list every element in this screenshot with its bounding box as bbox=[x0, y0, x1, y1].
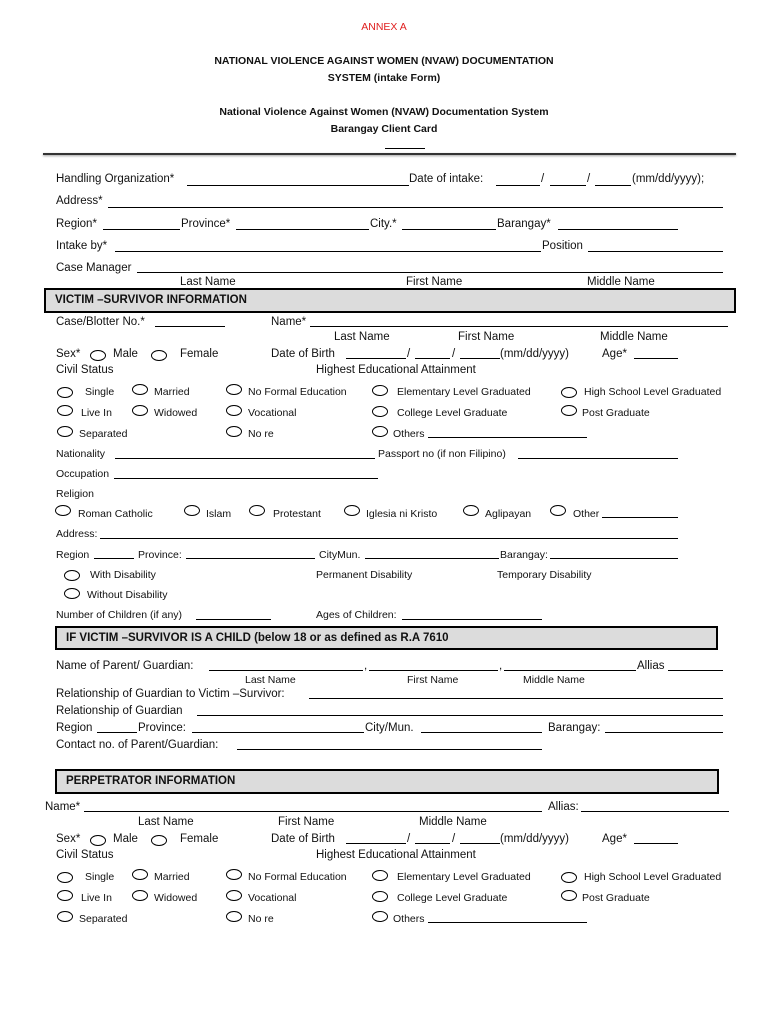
without-disability-radio[interactable] bbox=[64, 588, 80, 599]
victim-passport-label: Passport no (if non Filipino) bbox=[378, 448, 506, 460]
perp-sex-label: Sex* bbox=[56, 833, 81, 845]
slash: / bbox=[587, 173, 591, 185]
victim-edu-nore-radio[interactable] bbox=[226, 426, 242, 437]
subtitle-underline bbox=[385, 148, 425, 149]
case-manager-middle-name: Middle Name bbox=[587, 276, 655, 288]
perp-single-label: Single bbox=[85, 871, 115, 883]
province-label: Province* bbox=[181, 218, 231, 230]
perp-edu-no-formal-label: No Formal Education bbox=[248, 871, 347, 883]
child-barangay-field[interactable] bbox=[605, 732, 723, 733]
perpetrator-section-header bbox=[55, 769, 719, 794]
form-subtitle-line2: Barangay Client Card bbox=[330, 123, 438, 135]
perp-civil-status-label: Civil Status bbox=[56, 849, 114, 861]
parent-first-name: First Name bbox=[407, 674, 459, 686]
slash: / bbox=[452, 348, 456, 360]
relationship-to-victim-field[interactable] bbox=[309, 698, 723, 699]
victim-sex-label: Sex* bbox=[56, 348, 81, 360]
child-section-header bbox=[55, 626, 718, 650]
parent-last-name: Last Name bbox=[245, 674, 296, 686]
victim-section-title: VICTIM –SURVIVOR INFORMATION bbox=[55, 294, 247, 306]
barangay-label: Barangay* bbox=[497, 218, 551, 230]
comma: , bbox=[364, 660, 368, 672]
victim-age-field[interactable] bbox=[634, 358, 678, 359]
handling-org-label: Handling Organization* bbox=[56, 173, 175, 185]
religion-other-radio[interactable] bbox=[550, 505, 566, 516]
victim-edu-elementary-radio[interactable] bbox=[372, 385, 388, 396]
child-citymun-label: City/Mun. bbox=[365, 722, 414, 734]
contact-field[interactable] bbox=[237, 749, 542, 750]
form-subtitle-line1: National Violence Against Women (NVAW) Documentation System bbox=[219, 106, 549, 118]
perp-name-field[interactable] bbox=[84, 811, 542, 812]
slash: / bbox=[541, 173, 545, 185]
perp-dob-year[interactable] bbox=[460, 843, 500, 844]
victim-live-in-label: Live In bbox=[81, 407, 112, 419]
perp-age-label: Age* bbox=[602, 833, 627, 845]
victim-edu-no-formal-label: No Formal Education bbox=[248, 386, 347, 398]
victim-edu-college-label: College Level Graduate bbox=[397, 407, 508, 419]
num-children-label: Number of Children (if any) bbox=[56, 609, 183, 621]
perp-edu-nore-label: No re bbox=[248, 913, 274, 925]
parent-first-name-field[interactable] bbox=[369, 670, 498, 671]
victim-married-radio[interactable] bbox=[132, 384, 148, 395]
victim-edu-highschool-radio[interactable] bbox=[561, 387, 577, 398]
religion-aglipayan-label: Aglipayan bbox=[485, 508, 532, 520]
province-field[interactable] bbox=[236, 229, 369, 230]
victim-edu-postgrad-radio[interactable] bbox=[561, 405, 577, 416]
form-title-line1: NATIONAL VIOLENCE AGAINST WOMEN (NVAW) DOCUMENTATION bbox=[214, 55, 554, 67]
perp-edu-vocational-radio[interactable] bbox=[226, 890, 242, 901]
with-disability-label: With Disability bbox=[90, 569, 156, 581]
victim-edu-highschool-label: High School Level Graduated bbox=[584, 386, 722, 398]
victim-religion-label: Religion bbox=[56, 488, 94, 500]
victim-address-label: Address: bbox=[56, 528, 98, 540]
perpetrator-section-title: PERPETRATOR INFORMATION bbox=[66, 775, 236, 787]
religion-protestant-label: Protestant bbox=[273, 508, 321, 520]
victim-passport-field[interactable] bbox=[518, 458, 678, 459]
num-children-field[interactable] bbox=[196, 619, 271, 620]
victim-edu-nore-label: No re bbox=[248, 428, 274, 440]
victim-dob-month[interactable] bbox=[346, 358, 406, 359]
perp-dob-day[interactable] bbox=[415, 843, 450, 844]
perp-allias-field[interactable] bbox=[581, 811, 729, 812]
intake-day-field[interactable] bbox=[550, 185, 586, 186]
victim-region-label: Region bbox=[56, 549, 90, 561]
victim-region-field[interactable] bbox=[94, 558, 134, 559]
religion-roman-catholic-label: Roman Catholic bbox=[78, 508, 153, 520]
perp-first-name: First Name bbox=[278, 816, 335, 828]
case-manager-first-name: First Name bbox=[406, 276, 463, 288]
victim-widowed-radio[interactable] bbox=[132, 405, 148, 416]
perp-dob-format: (mm/dd/yyyy) bbox=[500, 833, 569, 845]
perp-dob-label: Date of Birth bbox=[271, 833, 335, 845]
parent-middle-name-field[interactable] bbox=[504, 670, 636, 671]
victim-separated-radio[interactable] bbox=[57, 426, 73, 437]
victim-separated-label: Separated bbox=[79, 428, 128, 440]
perp-edu-elementary-label: Elementary Level Graduated bbox=[397, 871, 531, 883]
religion-islam-label: Islam bbox=[206, 508, 232, 520]
ages-children-label: Ages of Children: bbox=[316, 609, 397, 621]
case-manager-last-name: Last Name bbox=[180, 276, 236, 288]
victim-single-label: Single bbox=[85, 386, 115, 398]
child-province-field[interactable] bbox=[192, 732, 364, 733]
victim-edu-others-field[interactable] bbox=[428, 437, 587, 438]
victim-dob-label: Date of Birth bbox=[271, 348, 335, 360]
parent-middle-name: Middle Name bbox=[523, 674, 585, 686]
perp-female-radio[interactable] bbox=[151, 835, 167, 846]
relationship-to-victim-label: Relationship of Guardian to Victim –Survivor: bbox=[56, 688, 285, 700]
perp-live-in-label: Live In bbox=[81, 892, 112, 904]
child-region-field[interactable] bbox=[97, 732, 137, 733]
religion-iglesia-label: Iglesia ni Kristo bbox=[366, 508, 438, 520]
perp-name-label: Name* bbox=[45, 801, 81, 813]
perp-age-field[interactable] bbox=[634, 843, 678, 844]
victim-citymun-field[interactable] bbox=[365, 558, 499, 559]
victim-province-field[interactable] bbox=[186, 558, 315, 559]
victim-name-field[interactable] bbox=[310, 326, 728, 327]
victim-edu-others-label: Others bbox=[393, 428, 425, 440]
intake-month-field[interactable] bbox=[496, 185, 540, 186]
child-section-title: IF VICTIM –SURVIVOR IS A CHILD (below 18 or as defined as R.A 7610 bbox=[66, 632, 449, 644]
parent-last-name-field[interactable] bbox=[209, 670, 363, 671]
victim-live-in-radio[interactable] bbox=[57, 405, 73, 416]
slash: / bbox=[407, 348, 411, 360]
perp-education-label: Highest Educational Attainment bbox=[316, 849, 476, 861]
perp-dob-month[interactable] bbox=[346, 843, 406, 844]
victim-section-header bbox=[44, 288, 736, 313]
victim-barangay-label: Barangay: bbox=[500, 549, 548, 561]
region-label: Region* bbox=[56, 218, 97, 230]
comma: , bbox=[499, 660, 503, 672]
victim-province-label: Province: bbox=[138, 549, 182, 561]
perp-male-radio[interactable] bbox=[90, 835, 106, 846]
perp-male-label: Male bbox=[113, 833, 138, 845]
perp-last-name: Last Name bbox=[138, 816, 194, 828]
position-label: Position bbox=[542, 240, 583, 252]
victim-edu-vocational-radio[interactable] bbox=[226, 405, 242, 416]
case-blotter-label: Case/Blotter No.* bbox=[56, 316, 145, 328]
perp-single-radio[interactable] bbox=[57, 872, 73, 883]
victim-name-label: Name* bbox=[271, 316, 307, 328]
case-manager-label: Case Manager bbox=[56, 262, 132, 274]
perp-edu-others-label: Others bbox=[393, 913, 425, 925]
perp-female-label: Female bbox=[180, 833, 219, 845]
perp-middle-name: Middle Name bbox=[419, 816, 487, 828]
address-label: Address* bbox=[56, 195, 103, 207]
victim-nationality-field[interactable] bbox=[115, 458, 375, 459]
victim-single-radio[interactable] bbox=[57, 387, 73, 398]
contact-label: Contact no. of Parent/Guardian: bbox=[56, 739, 219, 751]
religion-islam-radio[interactable] bbox=[184, 505, 200, 516]
victim-occupation-label: Occupation bbox=[56, 468, 110, 480]
victim-last-name: Last Name bbox=[334, 331, 390, 343]
perp-edu-college-radio[interactable] bbox=[372, 891, 388, 902]
religion-protestant-radio[interactable] bbox=[249, 505, 265, 516]
intake-date-format: (mm/dd/yyyy); bbox=[632, 173, 705, 185]
victim-dob-year[interactable] bbox=[460, 358, 500, 359]
parent-name-label: Name of Parent/ Guardian: bbox=[56, 660, 194, 672]
form-title-line2: SYSTEM (intake Form) bbox=[327, 72, 441, 84]
annex-label: ANNEX A bbox=[361, 21, 407, 33]
victim-edu-college-radio[interactable] bbox=[372, 406, 388, 417]
handling-org-field[interactable] bbox=[187, 185, 409, 186]
victim-female-label: Female bbox=[180, 348, 219, 360]
perp-edu-others-field[interactable] bbox=[428, 922, 587, 923]
child-region-label: Region bbox=[56, 722, 93, 734]
perp-edu-college-label: College Level Graduate bbox=[397, 892, 508, 904]
perp-allias-label: Allias: bbox=[548, 801, 579, 813]
victim-middle-name: Middle Name bbox=[600, 331, 668, 343]
victim-address-field[interactable] bbox=[100, 538, 678, 539]
victim-widowed-label: Widowed bbox=[154, 407, 198, 419]
victim-male-radio[interactable] bbox=[90, 350, 106, 361]
region-field[interactable] bbox=[103, 229, 180, 230]
perp-edu-postgrad-label: Post Graduate bbox=[582, 892, 650, 904]
victim-dob-format: (mm/dd/yyyy) bbox=[500, 348, 569, 360]
religion-other-field[interactable] bbox=[602, 517, 678, 518]
victim-age-label: Age* bbox=[602, 348, 627, 360]
victim-edu-postgrad-label: Post Graduate bbox=[582, 407, 650, 419]
perp-edu-highschool-label: High School Level Graduated bbox=[584, 871, 722, 883]
ages-children-field[interactable] bbox=[402, 619, 542, 620]
victim-occupation-field[interactable] bbox=[114, 478, 378, 479]
header-divider bbox=[43, 153, 736, 155]
permanent-disability-label: Permanent Disability bbox=[316, 569, 413, 581]
without-disability-label: Without Disability bbox=[87, 589, 168, 601]
temporary-disability-label: Temporary Disability bbox=[497, 569, 592, 581]
victim-education-label: Highest Educational Attainment bbox=[316, 364, 476, 376]
barangay-field[interactable] bbox=[558, 229, 678, 230]
victim-barangay-field[interactable] bbox=[550, 558, 678, 559]
case-manager-field[interactable] bbox=[137, 272, 723, 273]
victim-edu-others-radio[interactable] bbox=[372, 426, 388, 437]
victim-edu-elementary-label: Elementary Level Graduated bbox=[397, 386, 531, 398]
victim-edu-vocational-label: Vocational bbox=[248, 407, 297, 419]
victim-female-radio[interactable] bbox=[151, 350, 167, 361]
religion-iglesia-radio[interactable] bbox=[344, 505, 360, 516]
perp-married-radio[interactable] bbox=[132, 869, 148, 880]
intake-by-field[interactable] bbox=[115, 251, 541, 252]
perp-edu-vocational-label: Vocational bbox=[248, 892, 297, 904]
parent-allias-field[interactable] bbox=[668, 670, 723, 671]
victim-dob-day[interactable] bbox=[415, 358, 450, 359]
perp-edu-no-formal-radio[interactable] bbox=[226, 869, 242, 880]
case-blotter-field[interactable] bbox=[155, 326, 225, 327]
perp-live-in-radio[interactable] bbox=[57, 890, 73, 901]
religion-aglipayan-radio[interactable] bbox=[463, 505, 479, 516]
date-of-intake-label: Date of intake: bbox=[409, 173, 484, 185]
child-citymun-field[interactable] bbox=[421, 732, 542, 733]
victim-edu-no-formal-radio[interactable] bbox=[226, 384, 242, 395]
victim-married-label: Married bbox=[154, 386, 190, 398]
victim-male-label: Male bbox=[113, 348, 138, 360]
perp-edu-highschool-radio[interactable] bbox=[561, 872, 577, 883]
perp-edu-others-radio[interactable] bbox=[372, 911, 388, 922]
slash: / bbox=[452, 833, 456, 845]
victim-civil-status-label: Civil Status bbox=[56, 364, 114, 376]
city-field[interactable] bbox=[402, 229, 496, 230]
victim-nationality-label: Nationality bbox=[56, 448, 106, 460]
perp-separated-radio[interactable] bbox=[57, 911, 73, 922]
perp-edu-elementary-radio[interactable] bbox=[372, 870, 388, 881]
perp-widowed-label: Widowed bbox=[154, 892, 198, 904]
city-label: City.* bbox=[370, 218, 397, 230]
intake-year-field[interactable] bbox=[595, 185, 631, 186]
child-province-label: Province: bbox=[138, 722, 186, 734]
parent-allias-label: Allias bbox=[637, 660, 665, 672]
perp-separated-label: Separated bbox=[79, 913, 128, 925]
perp-widowed-radio[interactable] bbox=[132, 890, 148, 901]
victim-first-name: First Name bbox=[458, 331, 515, 343]
religion-roman-catholic-radio[interactable] bbox=[55, 505, 71, 516]
address-field[interactable] bbox=[108, 207, 723, 208]
intake-by-label: Intake by* bbox=[56, 240, 108, 252]
child-barangay-label: Barangay: bbox=[548, 722, 601, 734]
relationship-label: Relationship of Guardian bbox=[56, 705, 183, 717]
victim-citymun-label: CityMun. bbox=[319, 549, 361, 561]
religion-other-label: Other bbox=[573, 508, 600, 520]
perp-edu-nore-radio[interactable] bbox=[226, 911, 242, 922]
slash: / bbox=[407, 833, 411, 845]
perp-married-label: Married bbox=[154, 871, 190, 883]
perp-edu-postgrad-radio[interactable] bbox=[561, 890, 577, 901]
position-field[interactable] bbox=[588, 251, 723, 252]
relationship-field[interactable] bbox=[197, 715, 723, 716]
with-disability-radio[interactable] bbox=[64, 570, 80, 581]
